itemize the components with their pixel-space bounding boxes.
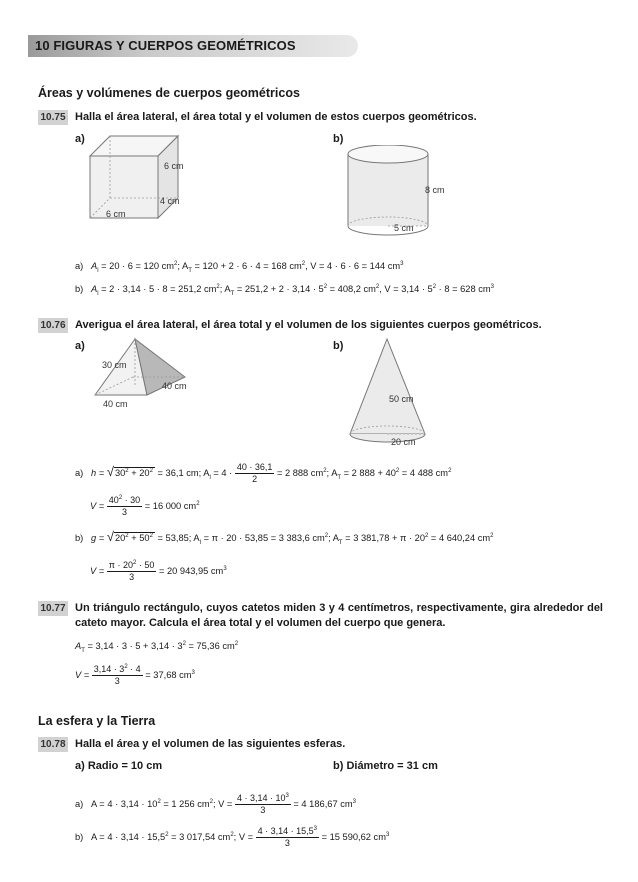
ex75-prism-figure	[80, 130, 210, 225]
ex76-solution-a-volume: V = $\frac{40^2 \cdot 30}{3}$ = 16 000 $cm^2$	[90, 495, 200, 517]
ex78-option-b: b) Diámetro = 31 cm	[333, 760, 438, 772]
ex75-cylinder-figure	[343, 145, 453, 245]
ex75-label-a: a)	[75, 133, 85, 145]
cylinder-height-label: 8 cm	[425, 185, 445, 195]
ex76-solution-b-slant: b) $g = √20^2 + 50^2 = 53,85$; $A_l = \pi \cdot 20 \cdot 53,85 = 3$ 383,6 $cm^2$; $A_T = 3$ $381,78 + \pi \cdot 20^2 = 4$ 640,24 $cm^2$	[75, 529, 494, 546]
ex78-option-a: a) Radio = 10 cm	[75, 760, 163, 772]
ex76-pyramid-figure	[85, 335, 205, 415]
ex77-solution-volume: V = $\frac{3,14 \cdot 3^2 \cdot 4}{3}$ = 37,68 $cm^3$	[75, 664, 195, 686]
exercise-number-10-78: 10.78	[38, 737, 68, 752]
ex75-solution-a: a) $A_l = 20 \cdot 6 = 120$ $cm^2$; $A_T = 120 + 2 \cdot 6 \cdot 4 = 168$ $cm^2$, V = 4 · 6 · 6 = 144 $cm^3$	[75, 260, 404, 274]
cylinder-radius-label: 5 cm	[394, 223, 414, 233]
ex76-label-b: b)	[333, 340, 344, 352]
exercise-number-10-75: 10.75	[38, 110, 68, 125]
exercise-10-76-statement: Averigua el área lateral, el área total y el volumen de los siguientes cuerpos geométricos.	[75, 319, 542, 331]
prism-side-dimension: 4 cm	[160, 196, 180, 206]
cylinder-body	[348, 154, 428, 226]
ex78-solution-b: b) $A = 4 \cdot 3,14 \cdot 15,5^2 = 3$ 017,54 $cm^2$; V = $\frac{4 \cdot 3,14 \cdot 15,5^3}{3}$ = 15 590,62 $cm^3$	[75, 826, 390, 848]
ex75-solution-b: b) $A_l = 2 \cdot 3,14 \cdot 5 \cdot 8 = 251,2$ $cm^2$; $A_T = 251,2 + 2 \cdot 3,14 \cdot 5^2 = 408,2$ $cm^2$, $V = 3,14 \cdot 5^2 \cdot 8 = 628$ $cm^3$	[75, 283, 494, 297]
section-title-areas-volumes: Áreas y volúmenes de cuerpos geométricos	[38, 86, 300, 100]
pyramid-bottom-label: 40 cm	[103, 399, 128, 409]
exercise-10-75-statement: Halla el área lateral, el área total y el volumen de estos cuerpos geométricos.	[75, 111, 477, 123]
ex76-solution-b-volume: V = $\frac{\pi \cdot 20^2 \cdot 50}{3}$ = 20 943,95 $cm^3$	[90, 560, 227, 582]
prism-bottom-dimension: 6 cm	[106, 209, 126, 219]
cylinder-base-front	[348, 226, 428, 235]
ex78-solution-a: a) $A = 4 \cdot 3,14 \cdot 10^2 = 1$ 256 $cm^2$; V = $\frac{4 \cdot 3,14 \cdot 10^3}{3}$ = 4 186,67 $cm^3$	[75, 793, 356, 815]
page-header-title: 10 FIGURAS Y CUERPOS GEOMÉTRICOS	[35, 38, 296, 53]
prism-top-dimension: 6 cm	[164, 161, 184, 171]
exercise-number-10-76: 10.76	[38, 318, 68, 333]
exercise-10-78-statement: Halla el área y el volumen de las siguientes esferas.	[75, 738, 346, 750]
ex77-solution-area: $A_T = 3,14 \cdot 3 \cdot 5 + 3,14 \cdot 3^2 = 75,36$ $cm^2$	[75, 640, 239, 654]
cone-slant-label: 50 cm	[389, 394, 414, 404]
section-title-sphere-earth: La esfera y la Tierra	[38, 714, 156, 728]
ex76-solution-a-height: a) $h = √30^2 + 20^2 = 36,1$ cm; $A_l = 4$ · $\frac{40 \cdot 36,1}{2}$ = 2 888 $cm^2$; $A_T = 2$ $888 + 40^2 = 4$ 488 $cm^2$	[75, 462, 452, 484]
pyramid-side-label: 40 cm	[162, 381, 187, 391]
exercise-number-10-77: 10.77	[38, 601, 68, 616]
exercise-10-77-statement: Un triángulo rectángulo, cuyos catetos miden 3 y 4 centímetros, respectivamente, gira alrededor del cateto mayor. Calcula el área total y el volumen del cuerpo que genera.	[75, 602, 603, 629]
ex76-label-a: a)	[75, 340, 85, 352]
cone-radius-label: 20 cm	[391, 437, 416, 447]
cylinder-top	[348, 145, 428, 163]
pyramid-height-label: 30 cm	[102, 360, 127, 370]
cone-body	[350, 339, 425, 434]
ex76-cone-figure	[345, 337, 455, 447]
ex75-label-b: b)	[333, 133, 344, 145]
